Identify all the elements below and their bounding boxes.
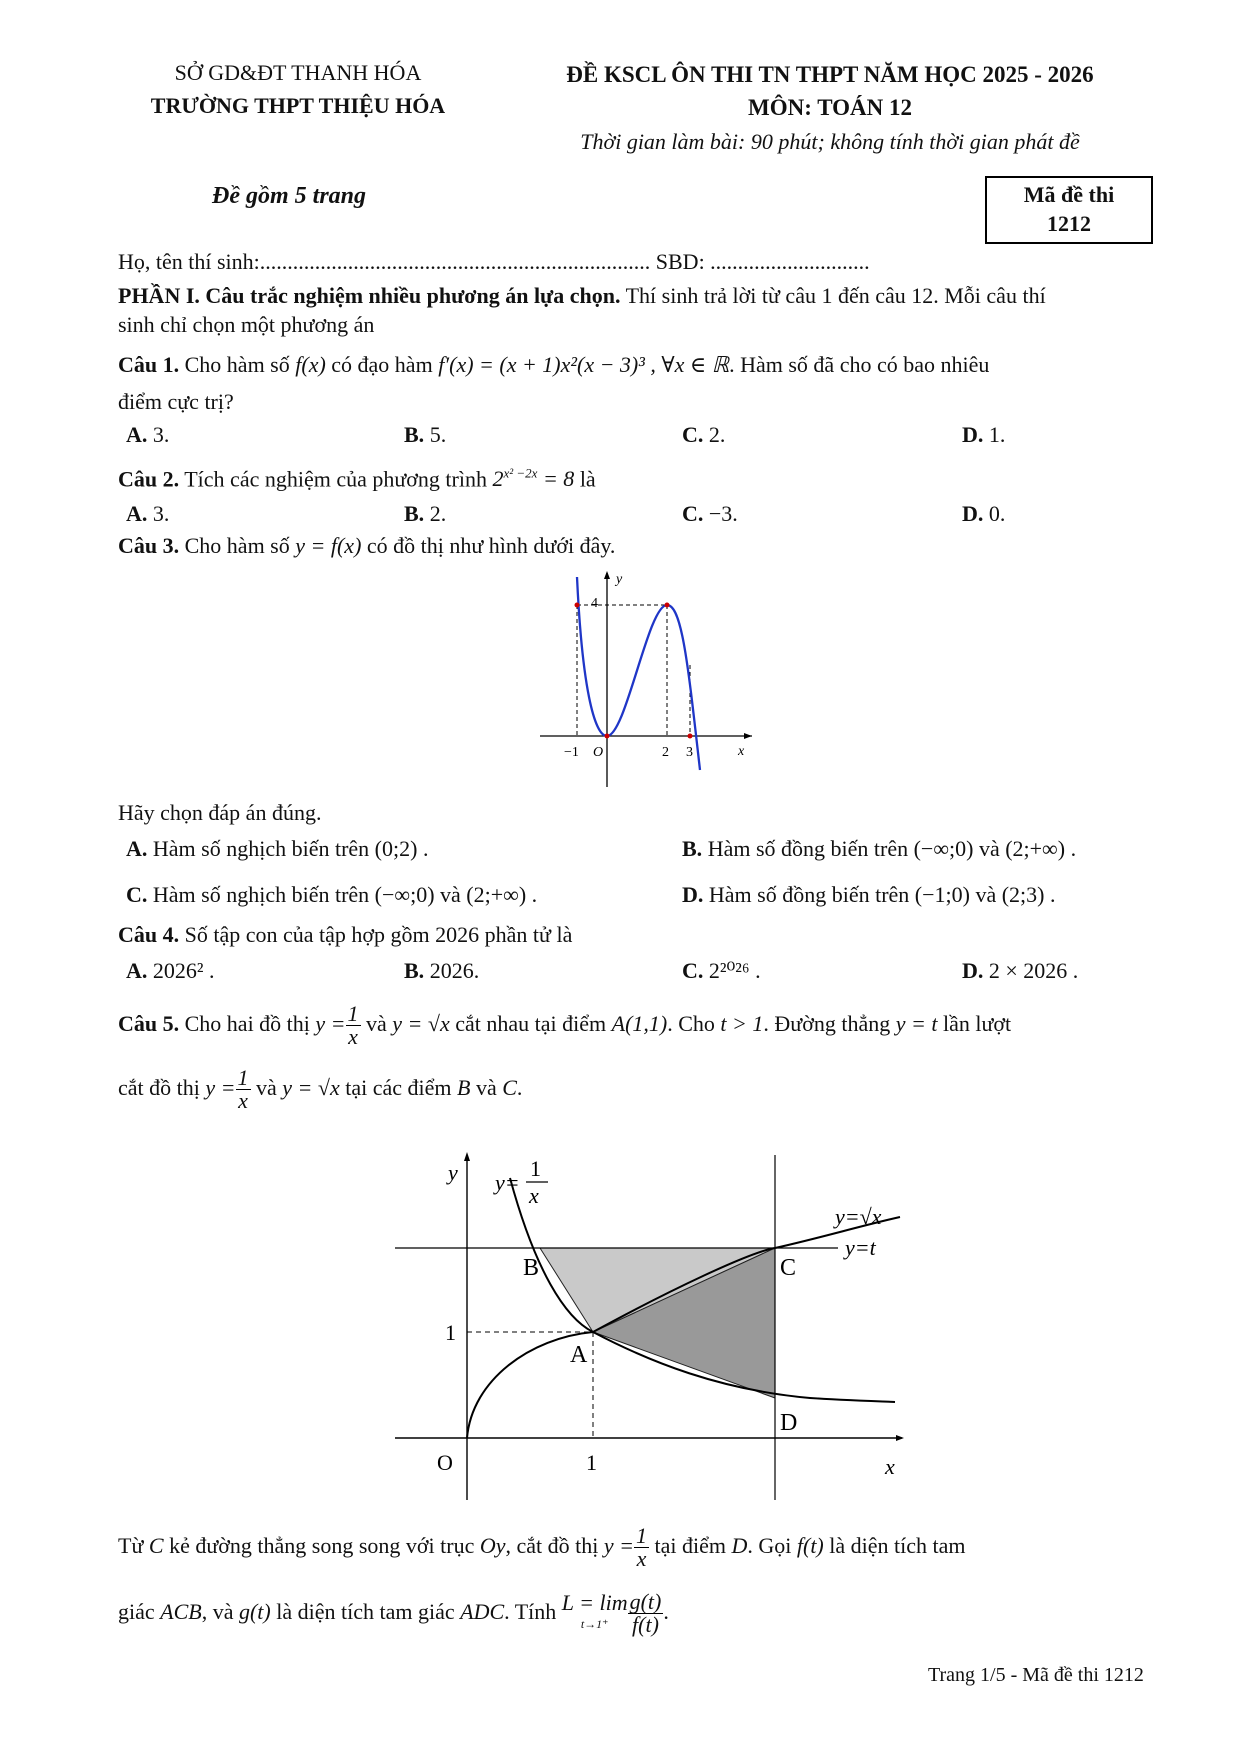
q3-graph: [530, 565, 760, 790]
label-inverse-den: x: [529, 1183, 539, 1208]
part1-heading: [118, 283, 1046, 309]
q1-option-a[interactable]: [126, 422, 169, 448]
q5-y-eq-3: y =: [603, 1533, 634, 1558]
label-y-axis: y: [448, 1160, 458, 1185]
school-name: TRƯỜNG THPT THIỆU HÓA: [150, 93, 446, 118]
q5-end: .: [663, 1599, 669, 1624]
option-text: 2.: [708, 422, 726, 447]
q4-option-c[interactable]: [682, 958, 761, 984]
q5-line3-d: tại điểm: [654, 1533, 726, 1558]
q5-text-a: Cho hai đồ thị: [184, 1011, 310, 1036]
q3-option-b[interactable]: [682, 836, 1076, 862]
exam-title: ĐỀ KSCL ÔN THI TN THPT NĂM HỌC 2025 - 2026: [566, 62, 1094, 87]
q5-y-eq-2: y =: [205, 1075, 236, 1100]
q5-and-2: và: [256, 1075, 277, 1100]
q3-label: Câu 3.: [118, 533, 180, 558]
point-2-4: [665, 603, 670, 608]
q5-c: C: [148, 1533, 164, 1558]
q1-option-c[interactable]: [682, 422, 725, 448]
option-key: C.: [682, 501, 704, 526]
q3-prompt: Hãy chọn đáp án đúng.: [118, 800, 322, 825]
x-axis-arrow: [896, 1435, 904, 1441]
option-key: C.: [126, 882, 148, 907]
q2-option-a[interactable]: [126, 501, 169, 527]
pages-note: Đề gồm 5 trang: [212, 183, 367, 209]
option-key: B.: [404, 501, 425, 526]
q5-stem-line2: [118, 1064, 522, 1112]
option-key: B.: [404, 422, 425, 447]
label-y-t: y=t: [845, 1235, 876, 1260]
q1-fx: f(x): [295, 352, 326, 377]
label-one-y: 1: [445, 1320, 456, 1345]
option-text: 3.: [152, 501, 170, 526]
q5-acb: ACB: [160, 1599, 202, 1624]
q5-line3-c: , cắt đồ thị: [505, 1533, 599, 1558]
duration: Thời gian làm bài: 90 phút; không tính thời gian phát đề: [580, 129, 1080, 154]
fraction-denominator: f(t): [632, 1612, 659, 1638]
q5-stem-line1: [118, 1000, 1011, 1048]
label-origin: O: [593, 745, 604, 760]
option-text: Hàm số đồng biến trên (−1;0) và (2;3) .: [708, 882, 1056, 907]
q5-graph: [390, 1140, 930, 1510]
q4-text: Số tập con của tập hợp gồm 2026 phần tử là: [184, 922, 573, 947]
exam-code-box: [985, 176, 1153, 244]
q5-line4-a: giác: [118, 1599, 155, 1624]
q2-rhs: = 8: [537, 466, 575, 492]
q3-option-d[interactable]: [682, 882, 1056, 908]
option-key: A.: [126, 836, 148, 861]
q2-option-c[interactable]: [682, 501, 738, 527]
option-text: Hàm số nghịch biến trên (0;2) .: [152, 836, 429, 861]
label-2: 2: [662, 745, 669, 760]
q2-base: 2: [492, 466, 504, 492]
x-axis-arrow: [744, 733, 752, 739]
q5-line3-f: là diện tích tam: [829, 1533, 966, 1558]
q5-line3-b: kẻ đường thẳng song song với trục: [169, 1533, 475, 1558]
q5-line4: [118, 1588, 669, 1636]
option-text: 1.: [988, 422, 1006, 447]
point-origin: [605, 734, 610, 739]
q5-oy: Oy: [479, 1533, 506, 1558]
option-key: D.: [962, 422, 984, 447]
label-inverse-y: y=: [495, 1170, 520, 1195]
option-key: A.: [126, 958, 148, 983]
part1-instructions: Thí sinh trả lời từ câu 1 đến câu 12. Mỗi câu thí: [620, 283, 1046, 308]
q5-sqrt-2: y = √x: [282, 1075, 340, 1100]
q4-option-d[interactable]: [962, 958, 1078, 984]
q2-text-b: là: [579, 466, 596, 492]
label-a: A: [570, 1342, 588, 1368]
q1-text-d: điểm cực trị?: [118, 389, 234, 414]
q5-label: Câu 5.: [118, 1011, 180, 1036]
label-4: 4: [591, 596, 598, 611]
q5-and-3: và: [475, 1075, 497, 1100]
q1-stem: [118, 352, 989, 378]
label-3: 3: [686, 745, 693, 760]
option-key: D.: [682, 882, 704, 907]
q5-t-cond: t > 1: [720, 1011, 764, 1036]
q1-text-c: . Hàm số đã cho có bao nhiêu: [729, 352, 990, 377]
point-minus1-4: [575, 603, 580, 608]
fraction-numerator: 1: [347, 1001, 359, 1027]
option-key: D.: [962, 958, 984, 983]
limit-operator: L = lim: [561, 1590, 628, 1616]
q5-line2-b: tại các điểm: [345, 1075, 452, 1100]
option-key: C.: [682, 422, 704, 447]
q5-point-c: C: [502, 1075, 517, 1100]
q2-label: Câu 2.: [118, 466, 180, 492]
exam-code-value: 1212: [1047, 211, 1091, 236]
option-key: A.: [126, 501, 148, 526]
candidate-line: Họ, tên thí sinh:....................................................................... SBD: .............................: [118, 249, 870, 274]
q1-option-b[interactable]: [404, 422, 446, 448]
q5-fraction-2: [236, 1067, 251, 1112]
option-text: −3.: [708, 501, 738, 526]
q5-fraction-3: [634, 1525, 649, 1570]
fraction-denominator: x: [348, 1024, 358, 1050]
fraction-numerator: 1: [237, 1065, 249, 1091]
fraction-numerator: 1: [636, 1523, 647, 1549]
q5-and: và: [366, 1011, 387, 1036]
q5-sqrt: y = √x: [392, 1011, 450, 1036]
option-text: 5.: [429, 422, 447, 447]
q3-function: y = f(x): [295, 533, 362, 558]
label-sqrt: y=√x: [835, 1204, 882, 1229]
option-text: Hàm số nghịch biến trên (−∞;0) và (2;+∞) .: [152, 882, 538, 907]
q5-line3: [118, 1522, 966, 1570]
option-text: 2026² .: [152, 958, 215, 983]
q5-text-b: cắt nhau tại điểm: [455, 1011, 607, 1036]
q2-equation: [492, 466, 574, 491]
fraction-denominator: x: [636, 1546, 647, 1572]
part1-title: PHẦN I. Câu trắc nghiệm nhiều phương án lựa chọn.: [118, 283, 621, 308]
q5-ft: f(t): [796, 1533, 824, 1558]
point-3-0: [688, 734, 693, 739]
option-text: 0.: [988, 501, 1006, 526]
q2-option-b[interactable]: [404, 501, 446, 527]
label-x: x: [738, 744, 745, 759]
option-key: C.: [682, 958, 704, 983]
label-one-x: 1: [586, 1450, 597, 1475]
q1-label: Câu 1.: [118, 352, 180, 377]
q5-text-c: . Cho: [667, 1011, 715, 1036]
page-footer: Trang 1/5 - Mã đề thi 1212: [928, 1664, 1144, 1686]
q5-limit-fraction: [628, 1591, 664, 1636]
label-x-axis: x: [885, 1454, 895, 1479]
q4-stem: [118, 922, 572, 948]
q3-text-a: Cho hàm số: [184, 533, 290, 558]
label-inverse-num: 1: [530, 1156, 541, 1181]
q5-dot: .: [516, 1075, 523, 1100]
q3-option-a[interactable]: [126, 836, 428, 862]
q5-fraction-1: [346, 1003, 361, 1048]
fraction-numerator: g(t): [629, 1589, 662, 1615]
q5-line4-b: , và: [201, 1599, 234, 1624]
q5-limit: [561, 1590, 628, 1633]
option-text: Hàm số đồng biến trên (−∞;0) và (2;+∞) .: [707, 836, 1077, 861]
department-name: SỞ GD&ĐT THANH HÓA: [174, 60, 422, 85]
y-axis-arrow: [604, 571, 610, 579]
option-text: 2026.: [429, 958, 480, 983]
q1-text-a: Cho hàm số: [184, 352, 290, 377]
exam-code-label: Mã đề thi: [1023, 182, 1115, 207]
y-axis-arrow: [464, 1152, 470, 1161]
q1-derivative: f′(x) = (x + 1)x²(x − 3)³ , ∀x ∈ ℝ: [438, 352, 730, 377]
q5-text-e: lần lượt: [942, 1011, 1012, 1036]
q1-text-b: có đạo hàm: [331, 352, 433, 377]
q5-line3-e: . Gọi: [747, 1533, 792, 1558]
q5-line2-a: cắt đồ thị: [118, 1075, 200, 1100]
q2-option-d[interactable]: [962, 501, 1005, 527]
limit-subscript: t→1⁺: [580, 1617, 609, 1632]
label-c: C: [780, 1255, 797, 1281]
q2-text-a: Tích các nghiệm của phương trình: [184, 466, 487, 492]
label-b: B: [523, 1255, 540, 1281]
option-key: D.: [962, 501, 984, 526]
label-y: y: [616, 572, 623, 587]
q3-option-c[interactable]: [126, 882, 537, 908]
q5-d: D: [731, 1533, 748, 1558]
q5-point-a: A(1,1): [611, 1011, 668, 1036]
label-d: D: [780, 1410, 798, 1436]
option-key: B.: [682, 836, 703, 861]
q3-stem: [118, 533, 615, 559]
q5-line3-a: Từ: [118, 1533, 144, 1558]
label-minus1: −1: [564, 745, 579, 760]
option-text: 2 × 2026 .: [988, 958, 1079, 983]
q5-gt: g(t): [238, 1599, 271, 1624]
q5-text-d: . Đường thẳng: [763, 1011, 891, 1036]
q5-line: y = t: [895, 1011, 938, 1036]
q4-option-b[interactable]: [404, 958, 479, 984]
q3-text-b: có đồ thị như hình dưới đây.: [366, 533, 616, 558]
q1-option-d[interactable]: [962, 422, 1005, 448]
q2-stem: [118, 466, 596, 492]
label-origin: O: [437, 1450, 453, 1475]
q2-exponent: x² −2x: [503, 466, 538, 481]
q5-y-eq: y =: [315, 1011, 346, 1036]
q5-point-b: B: [457, 1075, 471, 1100]
q4-option-a[interactable]: [126, 958, 215, 984]
option-text: 2²⁰²⁶ .: [708, 958, 761, 983]
option-text: 3.: [152, 422, 170, 447]
fraction-denominator: x: [238, 1088, 248, 1114]
q5-adc: ADC: [460, 1599, 505, 1624]
option-text: 2.: [429, 501, 447, 526]
part1-instructions-2: sinh chỉ chọn một phương án: [118, 312, 375, 337]
q4-label: Câu 4.: [118, 922, 180, 947]
option-key: A.: [126, 422, 148, 447]
option-key: B.: [404, 958, 425, 983]
q5-line4-c: là diện tích tam giác: [276, 1599, 455, 1624]
subject: MÔN: TOÁN 12: [748, 95, 912, 120]
q5-line4-d: . Tính: [504, 1599, 557, 1624]
